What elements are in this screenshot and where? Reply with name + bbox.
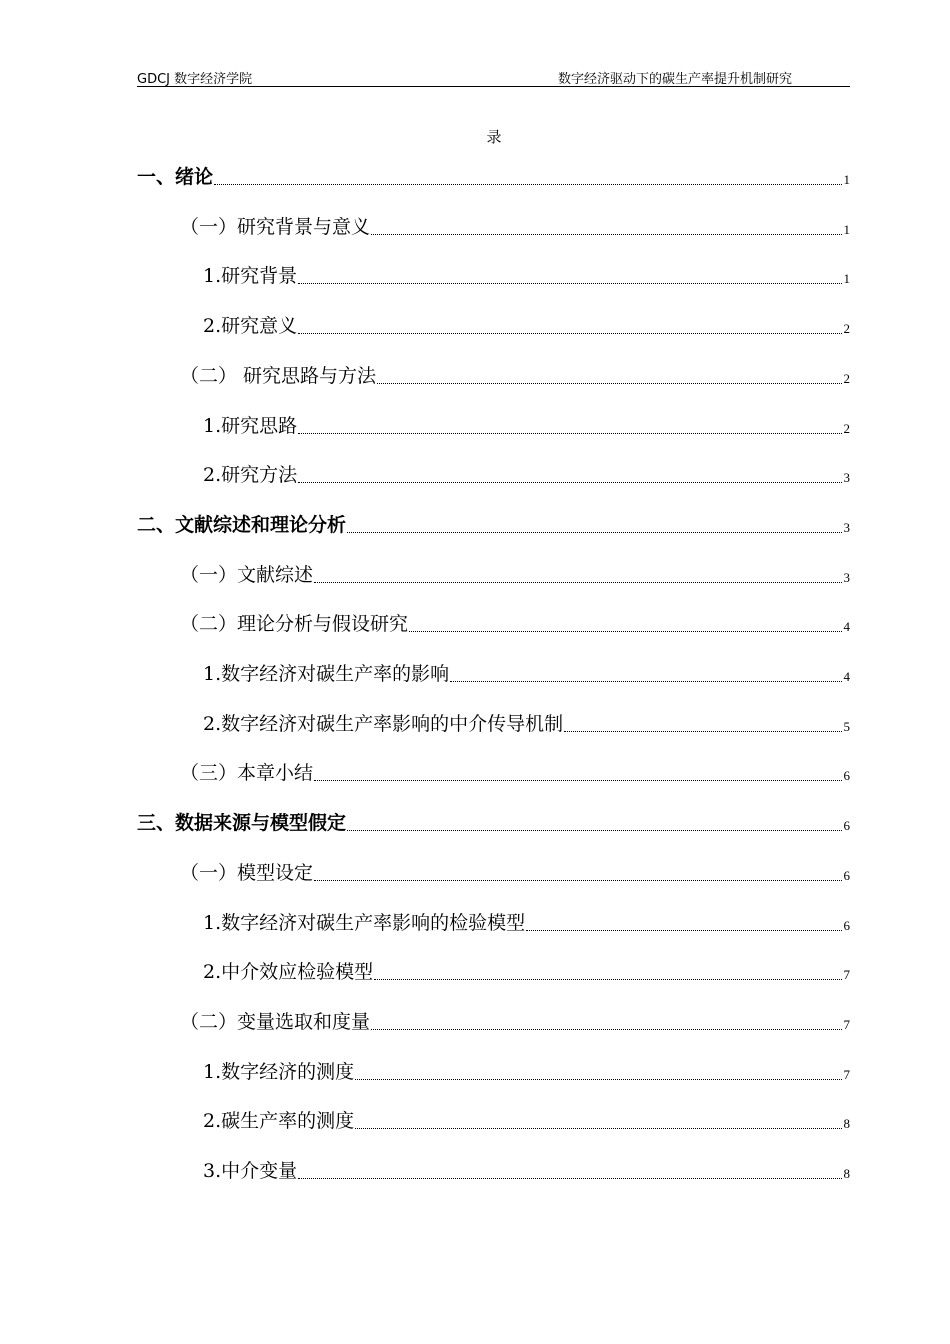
toc-entry[interactable]	[137, 804, 850, 834]
toc-dot-leader	[355, 1078, 841, 1080]
toc-dot-leader	[347, 531, 841, 533]
toc-dot-leader	[371, 1028, 841, 1030]
toc-entry[interactable]	[203, 1152, 850, 1182]
header-left-text: GDCJ 数字经济学院	[137, 72, 253, 87]
toc-dot-leader	[314, 879, 841, 881]
toc-entry[interactable]	[180, 754, 850, 784]
toc-dot-leader	[314, 581, 841, 583]
toc-entry-title: 2.数字经济对碳生产率影响的中介传导机制	[203, 712, 564, 735]
toc-page-number: 4	[843, 669, 850, 684]
toc-page-number: 1	[843, 271, 850, 287]
toc-entry-title: 3.中介变量	[203, 1160, 298, 1182]
toc-entry[interactable]	[203, 307, 850, 337]
toc-entry-title: （二） 研究思路与方法	[180, 364, 377, 387]
toc-entry[interactable]	[203, 1102, 850, 1132]
toc-entry-title: 2.碳生产率的测度	[203, 1110, 355, 1133]
toc-page-number: 6	[843, 768, 850, 784]
toc-entry-title: 三、数据来源与模型假定	[137, 812, 347, 835]
toc-entry-title: 1.研究背景	[203, 265, 298, 288]
toc-page-number: 8	[843, 1116, 850, 1132]
toc-entry[interactable]	[180, 1003, 850, 1033]
toc-entry[interactable]	[203, 655, 850, 685]
toc-page-number: 7	[843, 1066, 850, 1082]
toc-page-number: 6	[843, 867, 850, 883]
toc-dot-leader	[298, 282, 841, 284]
toc-entry-title: （一）文献综述	[180, 563, 314, 586]
toc-entry[interactable]	[203, 904, 850, 934]
toc-page-number: 6	[843, 818, 850, 834]
toc-dot-leader	[409, 630, 841, 632]
toc-dot-leader	[347, 829, 841, 831]
toc-entry-title: 2.研究方法	[203, 464, 298, 487]
toc-dot-leader	[526, 929, 841, 931]
toc-page-number: 7	[843, 1016, 850, 1032]
toc-page-number: 2	[843, 370, 850, 386]
toc-entry-title: （一）研究背景与意义	[180, 215, 371, 238]
toc-entry[interactable]	[180, 208, 850, 238]
toc-entry-title: 1.数字经济对碳生产率的影响	[203, 663, 450, 685]
page-header	[137, 66, 850, 87]
toc-dot-leader	[377, 382, 841, 384]
toc-page-number: 1	[843, 172, 850, 187]
toc-dot-leader	[298, 332, 841, 334]
toc-entry-title: （二）理论分析与假设研究	[180, 613, 409, 636]
toc-entry-title: （一）模型设定	[180, 861, 314, 884]
toc-entry[interactable]	[180, 605, 850, 635]
toc-entry-title: 一、绪论	[137, 166, 214, 188]
toc-page-number: 2	[843, 420, 850, 436]
toc-dot-leader	[298, 1177, 841, 1179]
toc-entry[interactable]	[180, 357, 850, 387]
toc-entry-title: 2.中介效应检验模型	[203, 961, 374, 984]
toc-page-number: 5	[843, 718, 850, 734]
toc-page-number: 8	[843, 1166, 850, 1181]
toc-entry[interactable]	[137, 506, 850, 536]
toc-title: 录	[486, 128, 502, 146]
toc-page-number: 3	[843, 519, 850, 535]
toc-page-number: 3	[843, 470, 850, 486]
toc-entry-title: 1.数字经济的测度	[203, 1060, 355, 1083]
toc-dot-leader	[564, 730, 841, 732]
toc-dot-leader	[450, 680, 841, 682]
toc-page-number: 6	[843, 917, 850, 933]
toc-entry-title: 二、文献综述和理论分析	[137, 513, 347, 536]
toc-entry[interactable]	[180, 854, 850, 884]
toc-page-number: 3	[843, 569, 850, 585]
toc-entry[interactable]	[203, 456, 850, 486]
toc-entry-title: （二）变量选取和度量	[180, 1010, 371, 1033]
toc-dot-leader	[355, 1127, 841, 1129]
toc-entry[interactable]	[203, 407, 850, 437]
toc-entry-title: （三）本章小结	[180, 762, 314, 785]
toc-entry-title: 1.数字经济对碳生产率影响的检验模型	[203, 911, 526, 934]
toc-dot-leader	[298, 432, 841, 434]
toc-entry[interactable]	[203, 705, 850, 735]
toc-entry[interactable]	[203, 257, 850, 287]
toc-page-number: 7	[843, 967, 850, 983]
toc-entry-title: 1.研究思路	[203, 414, 298, 437]
header-right-text: 数字经济驱动下的碳生产率提升机制研究	[557, 72, 792, 87]
toc-dot-leader	[314, 779, 841, 781]
toc-entry[interactable]	[203, 1053, 850, 1083]
toc-entry-title: 2.研究意义	[203, 315, 298, 338]
toc-dot-leader	[298, 481, 841, 483]
toc-entry[interactable]	[137, 158, 850, 188]
toc-page-number: 4	[843, 619, 850, 635]
toc-page-number: 1	[843, 221, 850, 237]
toc-entry[interactable]	[180, 556, 850, 586]
toc-dot-leader	[374, 978, 841, 980]
toc-dot-leader	[214, 183, 841, 185]
toc-page-number: 2	[843, 321, 850, 337]
toc-entry[interactable]	[203, 953, 850, 983]
toc-dot-leader	[371, 233, 841, 235]
